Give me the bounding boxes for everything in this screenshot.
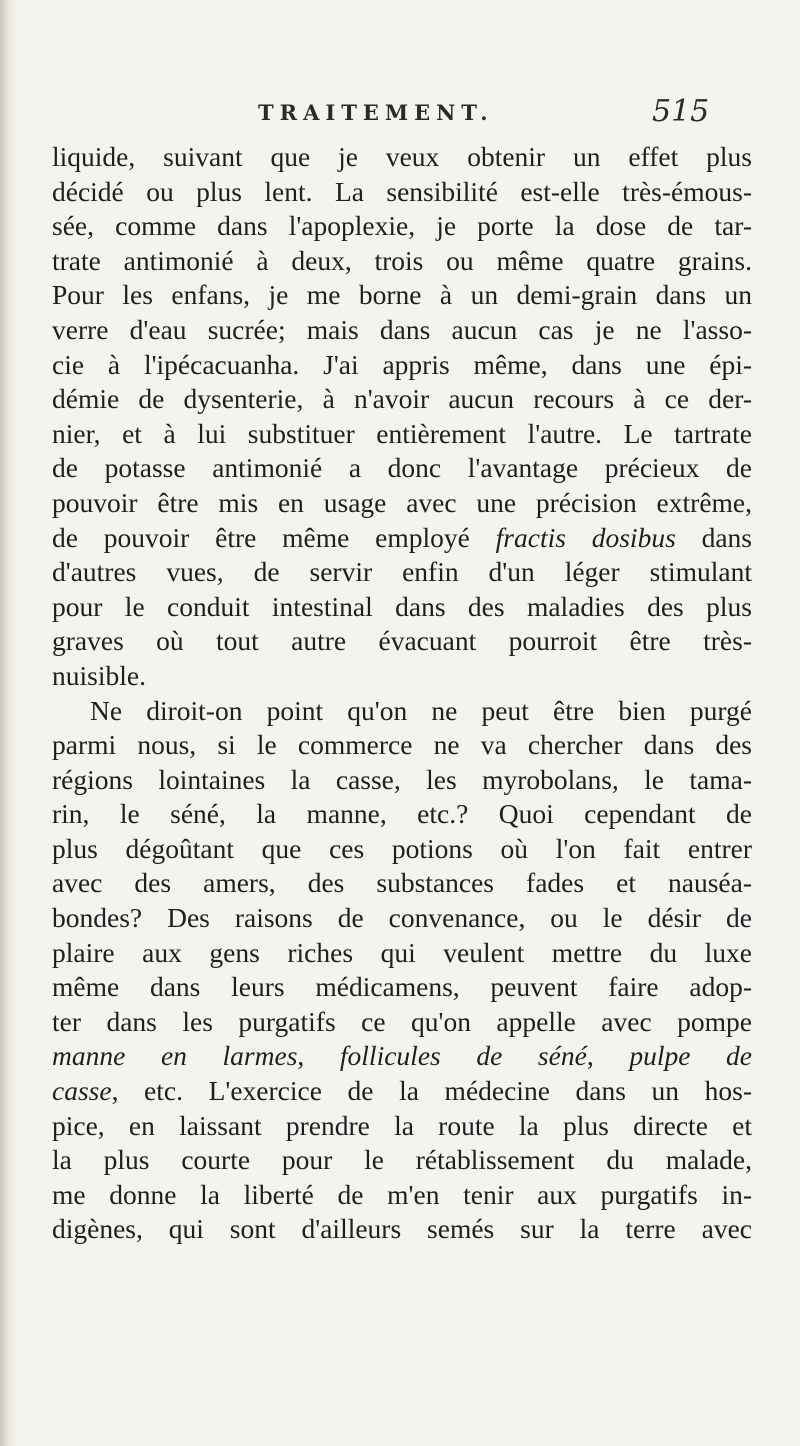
italic-term: pulpe de — [629, 1040, 753, 1072]
text-line: me donne la liberté de m'en tenir aux purgatifs in- — [52, 1178, 752, 1210]
text-line: Pour les enfans, je me borne à un demi-grain dans un — [52, 279, 752, 311]
text-line: nuisible. — [52, 659, 146, 691]
text-line: sée, comme dans l'apoplexie, je porte la dose de tar- — [52, 210, 752, 242]
paragraph-start-line: Ne diroit-on point qu'on ne peut être bien purgé — [90, 694, 752, 726]
page-number: 515 — [652, 94, 710, 129]
text-line: trate antimonié à deux, trois ou même quatre grains. — [52, 244, 752, 276]
text-line: digènes, qui sont d'ailleurs semés sur la terre avec — [52, 1213, 752, 1245]
italic-term: casse — [52, 1075, 112, 1107]
text-line: pouvoir être mis en usage avec une précision extrême, — [52, 486, 752, 518]
text-line: de potasse antimonié a donc l'avantage précieux de — [52, 452, 752, 484]
text-line: de pouvoir être même employé fractis dosibus dans — [52, 521, 752, 553]
text-line: bondes? Des raisons de convenance, ou le désir de — [52, 902, 752, 934]
text-line: d'autres vues, de servir enfin d'un léger stimulant — [52, 556, 752, 588]
text-line: la plus courte pour le rétablissement du malade, — [52, 1144, 752, 1176]
text-line: plus dégoûtant que ces potions où l'on fait entrer — [52, 832, 752, 864]
italic-latin-phrase: fractis dosibus — [495, 521, 676, 553]
text-line: avec des amers, des substances fades et nauséa- — [52, 867, 752, 899]
page-header — [0, 94, 800, 138]
body-text — [52, 140, 752, 1247]
text-line: parmi nous, si le commerce ne va chercher dans des — [52, 729, 752, 761]
text-line: pour le conduit intestinal dans des maladies des plus — [52, 590, 752, 622]
italic-term: manne en larmes — [52, 1040, 298, 1072]
text-line: graves où tout autre évacuant pourroit être très- — [52, 625, 752, 657]
text-line: nier, et à lui substituer entièrement l'autre. Le tartrate — [52, 417, 752, 449]
text-line: rin, le séné, la manne, etc.? Quoi cependant de — [52, 798, 752, 830]
text-line: même dans leurs médicamens, peuvent faire adop- — [52, 971, 752, 1003]
italic-term: follicules de séné — [339, 1040, 587, 1072]
text-line: décidé ou plus lent. La sensibilité est-elle très-émous- — [52, 175, 752, 207]
text-line: cie à l'ipécacuanha. J'ai appris même, dans une épi- — [52, 348, 752, 380]
text-line: manne en larmes, follicules de séné, pulpe de — [52, 1040, 753, 1072]
running-head: TRAITEMENT. — [258, 100, 494, 125]
page-gutter-shadow — [0, 0, 16, 1446]
text-line: pice, en laissant prendre la route la plus directe et — [52, 1109, 752, 1141]
text-line: casse, etc. L'exercice de la médecine dans un hos- — [52, 1075, 752, 1107]
text-line: verre d'eau sucrée; mais dans aucun cas je ne l'asso- — [52, 313, 752, 345]
text-line: ter dans les purgatifs ce qu'on appelle avec pompe — [52, 1005, 752, 1037]
text-line: liquide, suivant que je veux obtenir un effet plus — [52, 141, 752, 172]
text-line: démie de dysenterie, à n'avoir aucun recours à ce der- — [52, 383, 752, 415]
text-line: régions lointaines la casse, les myrobolans, le tama- — [52, 763, 752, 795]
text-line: plaire aux gens riches qui veulent mettre du luxe — [52, 936, 752, 968]
